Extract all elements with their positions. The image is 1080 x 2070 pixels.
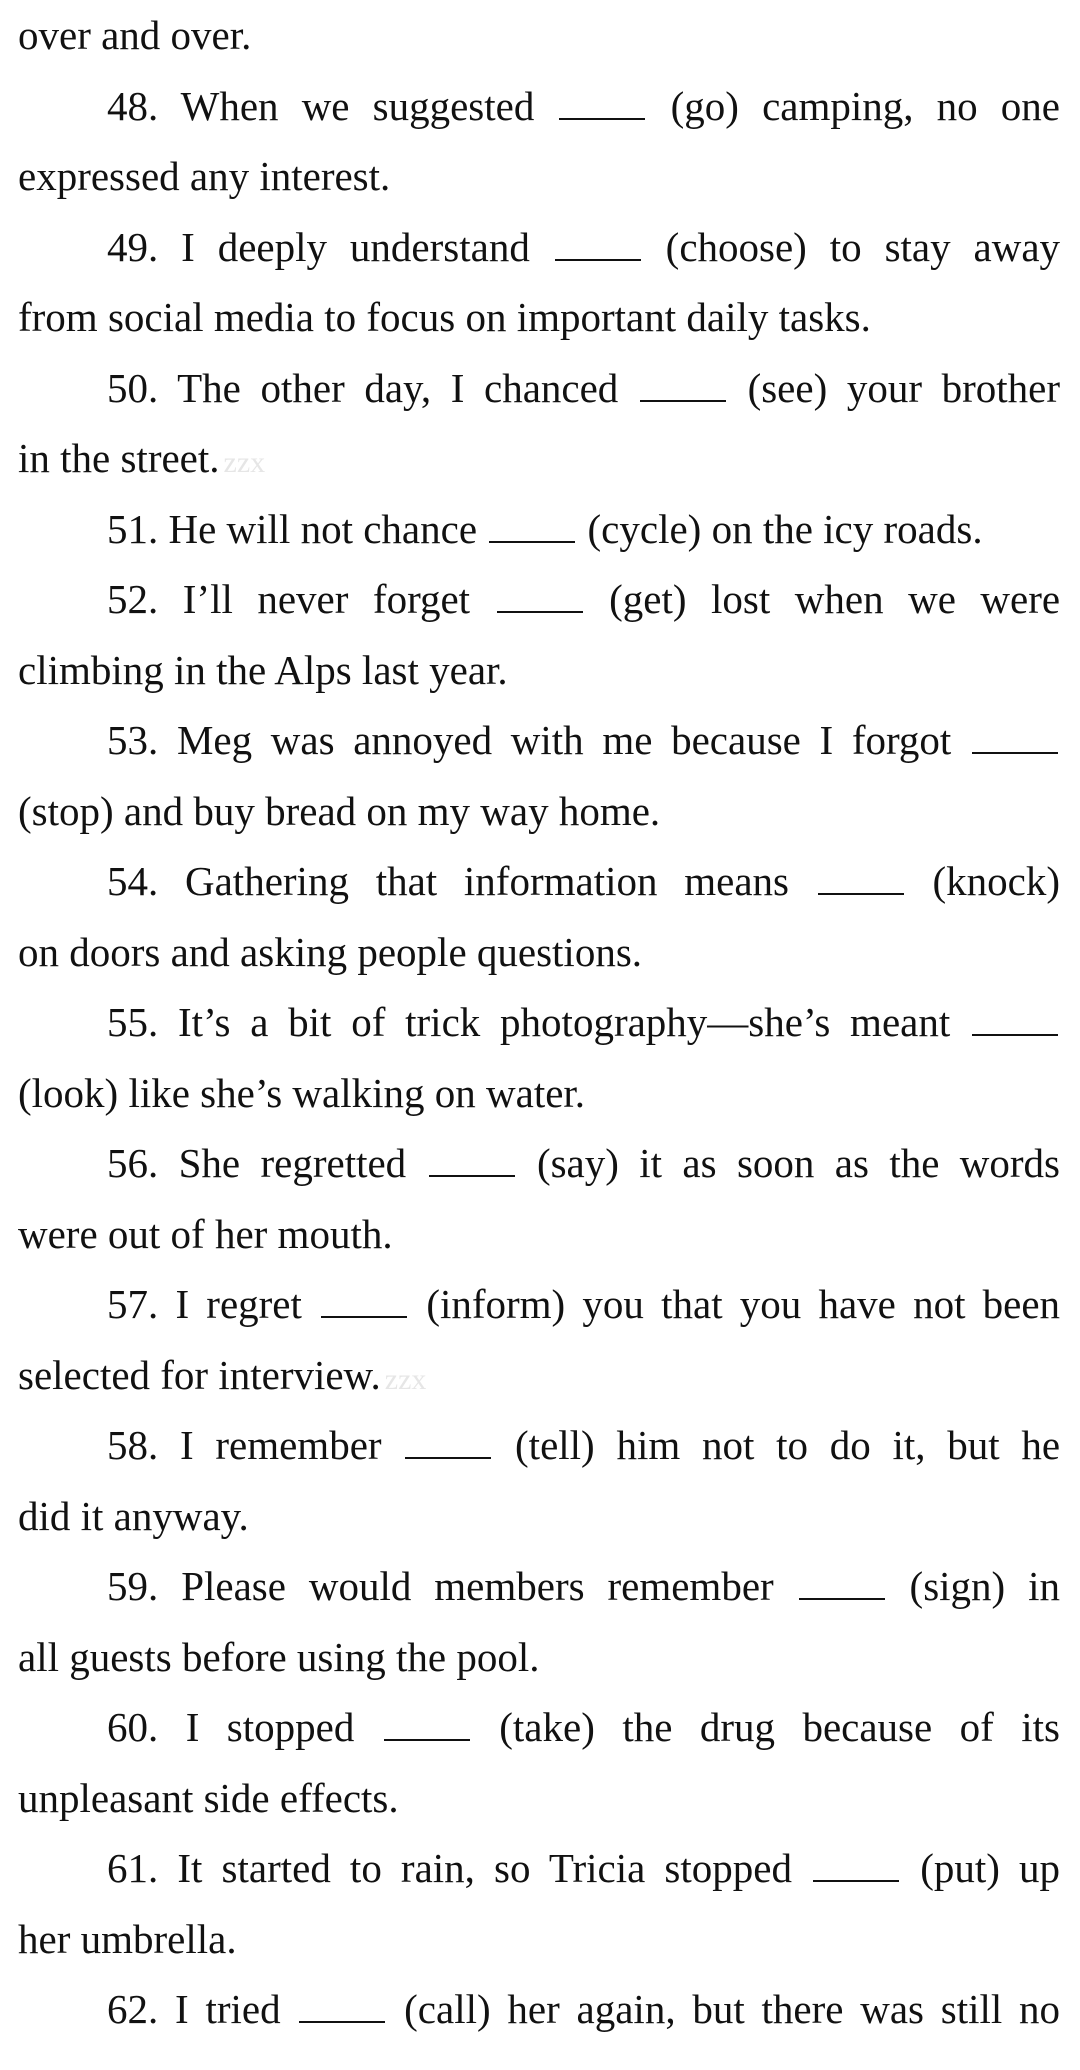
question-56: 56. She regretted (say) it as soon as the words were out of her mouth.	[18, 1140, 1060, 1257]
question-51: 51. He will not chance (cycle) on the icy roads.	[107, 505, 983, 552]
document-page	[18, 0, 1060, 2045]
answer-blank[interactable]	[497, 575, 583, 613]
answer-blank[interactable]	[299, 1985, 385, 2023]
answer-blank[interactable]	[818, 857, 904, 895]
answer-blank[interactable]	[972, 998, 1058, 1036]
question-53: 53. Meg was annoyed with me because I forgot (stop) and buy bread on my way home.	[18, 705, 1060, 846]
answer-blank[interactable]	[384, 1703, 470, 1741]
answer-blank[interactable]	[799, 1562, 885, 1600]
watermark: zzx	[223, 446, 266, 479]
continued-text: over and over.	[18, 12, 252, 58]
answer-blank[interactable]	[972, 716, 1058, 754]
question-60: 60. I stopped (take) the drug because of its unpleasant side effects.	[18, 1704, 1060, 1821]
answer-blank[interactable]	[813, 1844, 899, 1882]
answer-blank[interactable]	[555, 223, 641, 261]
answer-blank[interactable]	[429, 1139, 515, 1177]
answer-blank[interactable]	[640, 364, 726, 402]
question-57: 57. I regret (inform) you that you have not been selected for interview. zzx	[18, 1281, 1061, 1398]
question-59: 59. Please would members remember (sign) in all guests before using the pool.	[18, 1563, 1061, 1680]
question-58: 58. I remember (tell) him not to do it, but he did it anyway.	[18, 1422, 1061, 1539]
question-55: 55. It’s a bit of trick photography—she’s meant (look) like she’s walking on water.	[18, 987, 1060, 1128]
question-61: 61. It started to rain, so Tricia stopped (put) up her umbrella.	[18, 1845, 1061, 1962]
question-62: 62. I tried (call) her again, but there was still no	[107, 1986, 1061, 2032]
answer-blank[interactable]	[321, 1280, 407, 1318]
question-48: 48. When we suggested (go) camping, no one expressed any interest.	[18, 82, 1060, 199]
continued-line	[18, 0, 1060, 71]
question-52: 52. I’ll never forget (get) lost when we were climbing in the Alps last year.	[18, 576, 1061, 693]
watermark: zzx	[384, 1362, 427, 1396]
answer-blank[interactable]	[405, 1421, 491, 1459]
question-50: 50. The other day, I chanced (see) your brother in the street. zzx	[18, 364, 1061, 481]
question-54: 54. Gathering that information means (knock) on doors and asking people questions.	[18, 858, 1060, 975]
question-49: 49. I deeply understand (choose) to stay away from social media to focus on important daily tasks.	[18, 223, 1061, 340]
answer-blank[interactable]	[559, 82, 645, 120]
answer-blank[interactable]	[489, 505, 575, 543]
